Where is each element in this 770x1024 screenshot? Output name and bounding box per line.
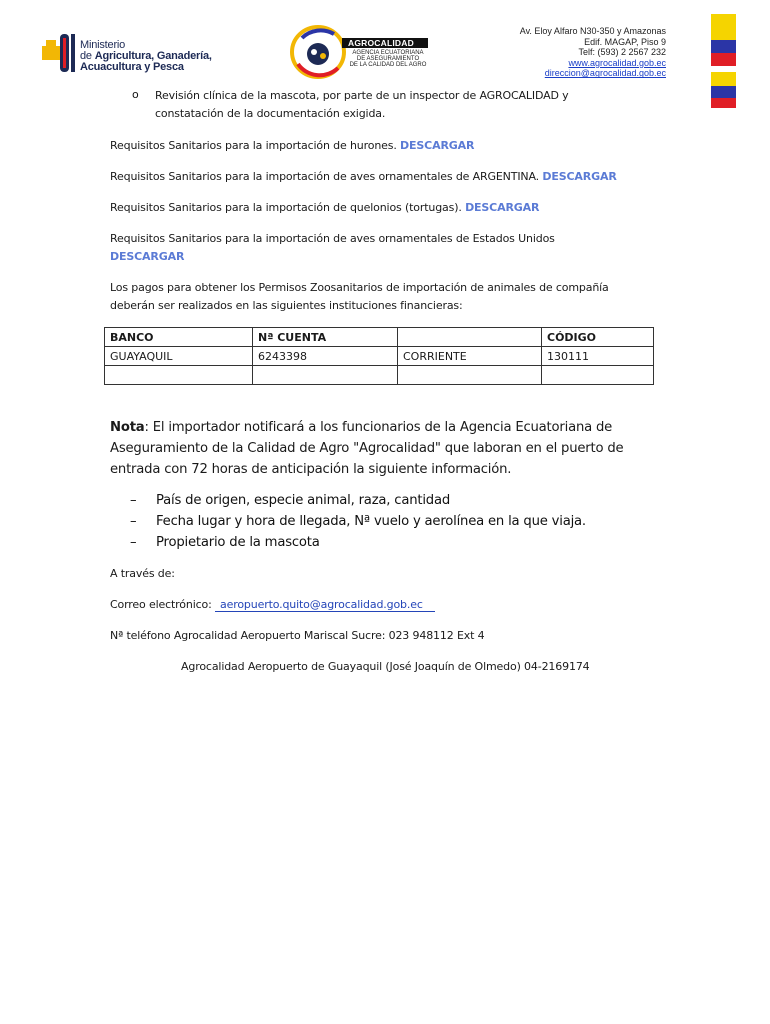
requirement-aves-argentina (110, 168, 690, 186)
bullet-line2: constatación de la documentación exigida. (155, 107, 386, 120)
nota-line1 (110, 417, 710, 438)
ministry-line2-bold: Agricultura, Ganadería, (94, 50, 212, 62)
table-cell (398, 366, 542, 385)
table-cell: 130111 (542, 347, 654, 366)
bullet-marker: o (132, 88, 139, 101)
email-label: Correo electrónico: (110, 598, 212, 611)
address-line2: Edif. MAGAP, Piso 9 (584, 36, 666, 47)
ecuador-flag-icon (711, 14, 736, 108)
nota-line3: entrada con 72 horas de anticipación la siguiente información. (110, 462, 512, 477)
table-cell (542, 366, 654, 385)
payments-paragraph (110, 279, 670, 315)
requirement-text: Requisitos Sanitarios para la importación de hurones. (110, 139, 397, 152)
header-banco: BANCO (105, 328, 253, 347)
list-item (130, 490, 586, 511)
email-link-header[interactable]: direccion@agrocalidad.gob.ec (544, 68, 666, 79)
agency-subtitle (344, 50, 432, 69)
dash-marker: – (130, 493, 137, 508)
ministry-line2-prefix: de (80, 50, 95, 62)
email-link[interactable]: aeropuerto.quito@agrocalidad.gob.ec (215, 598, 435, 612)
table-row (105, 347, 654, 366)
ministry-line3: Acuacultura y Pesca (80, 61, 184, 73)
via-label: A través de: (110, 567, 175, 580)
download-link-hurones[interactable]: DESCARGAR (400, 139, 475, 152)
address-block (520, 26, 666, 79)
agrocalidad-name: AGROCALIDAD (348, 38, 414, 48)
list-item (130, 511, 586, 532)
flag-red-stripe-2 (711, 98, 736, 108)
flag-blue-stripe (711, 40, 736, 53)
download-link-aves-eeuu[interactable]: DESCARGAR (110, 250, 185, 263)
bullet-line1: Revisión clínica de la mascota, por parte de un inspector de AGROCALIDAD y (155, 89, 569, 102)
website-link[interactable]: www.agrocalidad.gob.ec (568, 57, 666, 68)
flag-blue-stripe-2 (711, 86, 736, 98)
requirement-aves-eeuu (110, 230, 670, 266)
nota-line1-text: : El importador notificará a los funcionarios de la Agencia Ecuatoriana de (144, 420, 613, 435)
requirement-hurones (110, 137, 670, 155)
table-cell (105, 366, 253, 385)
nota-line2: Aseguramiento de la Calidad de Agro "Agrocalidad" que laboran en el puerto de (110, 441, 624, 456)
address-phone: Telf: (593) 2 2567 232 (578, 47, 666, 58)
agency-sub3: DE LA CALIDAD DEL AGRO (349, 62, 427, 69)
download-link-aves-argentina[interactable]: DESCARGAR (542, 170, 617, 183)
header-codigo: CÓDIGO (542, 328, 654, 347)
table-cell: CORRIENTE (398, 347, 542, 366)
list-item-text: País de origen, especie animal, raza, cantidad (156, 493, 451, 508)
ministry-line1: Ministerio (80, 39, 126, 51)
payments-line2: deberán ser realizados en las siguientes instituciones financieras: (110, 299, 463, 312)
requirement-text: Requisitos Sanitarios para la importación de quelonios (tortugas). (110, 201, 462, 214)
list-item (130, 532, 586, 553)
dash-marker: – (130, 535, 137, 550)
table-cell (253, 366, 398, 385)
header-cuenta: Nª CUENTA (253, 328, 398, 347)
agency-sub1: AGENCIA ECUATORIANA (352, 50, 424, 56)
requirement-quelonios (110, 199, 670, 217)
agency-sub2: DE ASEGURAMIENTO (356, 56, 420, 63)
list-item-text: Fecha lugar y hora de llegada, Nª vuelo y aerolínea en la que viaja. (156, 514, 586, 529)
nota-paragraph (110, 417, 710, 480)
flag-yellow-stripe-2 (711, 72, 736, 86)
guayaquil-line: Agrocalidad Aeropuerto de Guayaquil (José Joaquín de Olmedo) 04-2169174 (181, 660, 590, 673)
requirement-text: Requisitos Sanitarios para la importación de aves ornamentales de ARGENTINA. (110, 170, 540, 183)
bullet-text (155, 87, 675, 123)
payments-line1: Los pagos para obtener los Permisos Zoosanitarios de importación de animales de compañía (110, 281, 609, 294)
table-header-row (105, 328, 654, 347)
nota-label: Nota (110, 420, 145, 435)
table-cell: 6243398 (253, 347, 398, 366)
info-list (130, 490, 586, 553)
download-link-quelonios[interactable]: DESCARGAR (465, 201, 540, 214)
header-blank (398, 328, 542, 347)
bank-table (104, 327, 654, 385)
flag-yellow-stripe (711, 14, 736, 40)
address-line1: Av. Eloy Alfaro N30-350 y Amazonas (519, 26, 666, 36)
table-row (105, 366, 654, 385)
list-item-text: Propietario de la mascota (156, 535, 320, 550)
requirement-text: Requisitos Sanitarios para la importación de aves ornamentales de Estados Unidos (110, 232, 555, 245)
email-row (110, 596, 670, 614)
dash-marker: – (130, 514, 137, 529)
ministry-name (80, 40, 212, 73)
phone-line: Nª teléfono Agrocalidad Aeropuerto Mariscal Sucre: 023 948112 Ext 4 (110, 629, 485, 642)
table-cell: GUAYAQUIL (105, 347, 253, 366)
flag-red-stripe (711, 53, 736, 66)
